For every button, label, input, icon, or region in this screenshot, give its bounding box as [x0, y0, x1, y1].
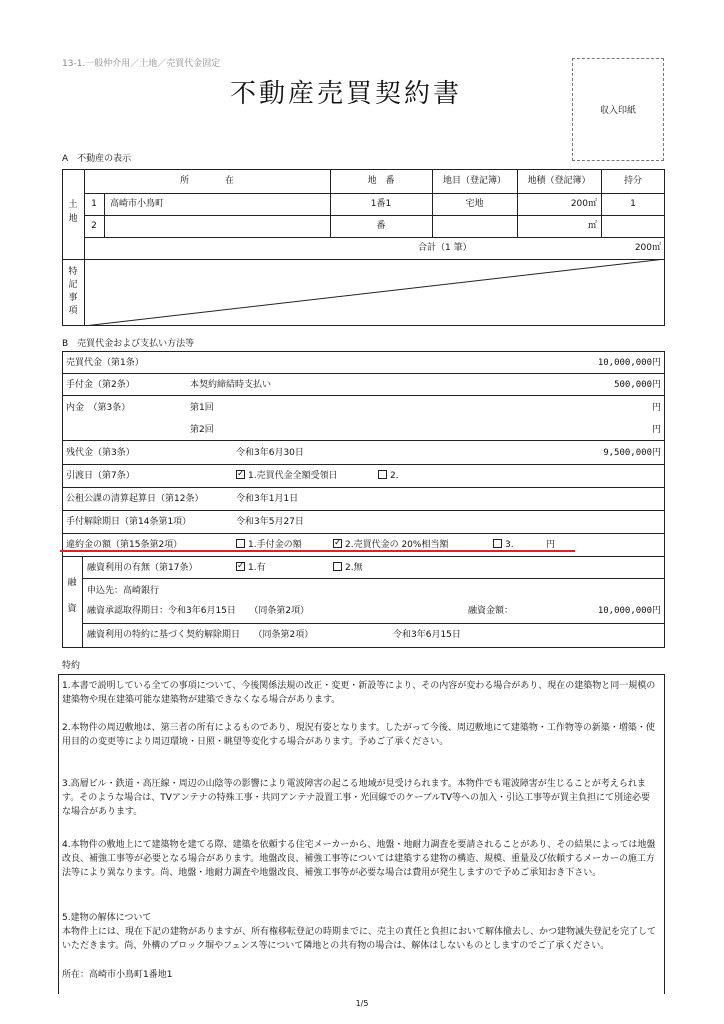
- interim2-value: 円: [651, 425, 661, 435]
- delivery-label: 引渡日（第7条）: [66, 471, 135, 481]
- special-title: 特約: [62, 661, 81, 671]
- special-paragraph-5-title: 5.建物の解体について: [62, 913, 152, 923]
- row1-area: 200㎡: [570, 199, 597, 209]
- section-a-title: A 不動産の表示: [62, 154, 132, 164]
- checkbox-checked-icon[interactable]: [236, 562, 245, 571]
- checkbox-checked-icon[interactable]: [333, 539, 342, 548]
- form-category: 13-1.一般仲介用／土地／売買代金固定: [62, 59, 221, 69]
- col-share: 持分: [623, 176, 642, 186]
- penalty-option-3[interactable]: 3.: [493, 539, 514, 551]
- loan-cancel-date: 令和3年6月15日: [393, 630, 461, 640]
- loan-use-no[interactable]: 2.無: [333, 562, 363, 574]
- cancel-label: 手付解除期日（第14条第1項）: [66, 517, 192, 527]
- col-area: 地積（登記簿）: [527, 176, 591, 186]
- deposit-timing: 本契約締結時支払い: [190, 380, 272, 390]
- special-paragraph-4: 4.本物件の敷地上にて建築物を建てる際、建築を依頼する住宅メーカーから、地盤・地耐力調査を要請されることがあり、その結果によっては地盤改良、補強工事等が必要となる場合があります。地盤改良、補強工事等については建築する建物の構造、規模、重量及び依頼するメーカーの施工方法等により異なります。尚、地盤・地耐力調査や地盤改良、補強工事等が必要な場合は費用が発生しますので予めご承知おき下さい。: [62, 840, 656, 878]
- penalty-option-2[interactable]: ✓ 2.売買代金の 20%相当額: [333, 539, 448, 551]
- loan-amount-value: 10,000,000円: [597, 606, 661, 616]
- loan-side-label: 融 資: [67, 578, 77, 614]
- checkbox-checked-icon[interactable]: [236, 470, 245, 479]
- notes-diagonal: [84, 259, 665, 326]
- price-value: 10,000,000円: [597, 358, 661, 368]
- penalty-label: 違約金の額（第15条第2項）: [66, 540, 183, 550]
- deposit-value: 500,000円: [614, 380, 661, 390]
- tax-date: 令和3年1月1日: [236, 494, 299, 504]
- special-paragraph-5-body: 本物件上には、現在下記の建物がありますが、所有権移転登記の時期までに、売主の責任と負担において解体撤去し、かつ建物滅失登記を完了していただきます。尚、外構のブロック塀やフェンス等について隣地との共有物の場合は、解体はしないものとしますのでご了承ください。: [62, 927, 657, 951]
- stamp-label: 収入印紙: [599, 106, 636, 116]
- loan-use-yes[interactable]: ✓ 1.有: [236, 562, 266, 574]
- loan-cancel-label: 融資利用の特約に基づく契約解除期日 （同条第2項）: [87, 630, 314, 640]
- delivery-option-2[interactable]: 2.: [378, 470, 399, 482]
- document-title: 不動産売買契約書: [230, 79, 463, 109]
- lender-label: 申込先：高崎銀行: [87, 586, 160, 596]
- col-lot: 地 番: [367, 176, 395, 186]
- checkbox-icon[interactable]: [493, 539, 502, 548]
- balance-value: 9,500,000円: [603, 448, 661, 458]
- row1-lot: 1番1: [370, 199, 392, 209]
- approval-label: 融資承認取得期日：令和3年6月15日 （同条第2項）: [87, 606, 310, 616]
- interim1-value: 円: [651, 403, 661, 413]
- special-paragraph-5-address: 所在：高崎市小鳥町1番地1: [62, 970, 173, 980]
- balance-date: 令和3年6月30日: [236, 448, 304, 458]
- row2-no: 2: [91, 221, 97, 231]
- total-area: 200㎡: [634, 243, 661, 253]
- special-paragraph-1: 1.本書で説明している全ての事項について、今後関係法規の改正・変更・新設等により、その内容が変わる場合があり、現在の建築物と同一規模の建築物や現在建築可能な建築物が建築できなくなる場合があります。: [62, 681, 656, 705]
- row1-no: 1: [91, 199, 97, 209]
- loan-amount-label: 融資金額：: [468, 606, 514, 616]
- cancel-date: 令和3年5月27日: [236, 517, 304, 527]
- deposit-label: 手付金（第2条）: [66, 380, 135, 390]
- interim2-label: 第2回: [190, 425, 214, 435]
- interim-label: 内金 （第3条）: [66, 403, 131, 413]
- special-paragraph-2: 2.本物件の周辺敷地は、第三者の所有によるものであり、現況有姿となります。したがって今後、周辺敷地にて建築物・工作物等の新築・増築・使用目的の変更等により周辺環境・日照・眺望等変化する場合があります。予めご了承ください。: [62, 723, 655, 747]
- notes-label: 特 記 事 項: [68, 267, 78, 316]
- price-label: 売買代金（第1条）: [66, 358, 144, 368]
- row1-share: 1: [630, 199, 636, 209]
- row1-category: 宅地: [465, 199, 484, 209]
- balance-label: 残代金（第3条）: [66, 448, 135, 458]
- penalty-option-3-unit: 円: [546, 540, 556, 550]
- checkbox-icon[interactable]: [378, 470, 387, 479]
- interim1-label: 第1回: [190, 403, 214, 413]
- row1-location: 高崎市小鳥町: [110, 199, 165, 209]
- row2-area: ㎡: [587, 221, 597, 231]
- penalty-option-1[interactable]: 1.手付金の額: [236, 539, 302, 551]
- loan-use-label: 融資利用の有無（第17条）: [87, 563, 198, 573]
- land-label: 土 地: [68, 200, 78, 224]
- tax-label: 公租公課の清算起算日（第12条）: [66, 494, 204, 504]
- checkbox-icon[interactable]: [333, 562, 342, 571]
- section-b-title: B 売買代金および支払い方法等: [62, 339, 195, 349]
- delivery-option-1[interactable]: ✓ 1.売買代金全額受領日: [236, 470, 338, 482]
- col-category: 地目（登記簿）: [442, 176, 506, 186]
- checkbox-icon[interactable]: [236, 539, 245, 548]
- special-paragraph-3: 3.高層ビル・鉄道・高圧線・周辺の山陰等の影響により電波障害の起こる地域が見受けられます。本物件でも電波障害が生じることが考えられます。そのような場合は、TVアンテナの特殊工事・共同アンテナ設置工事・光回線でのケーブルTV等への加入・引込工事等が買主負担にて別途必要な場合があります。: [62, 779, 651, 817]
- col-location: 所 在: [179, 176, 234, 186]
- revenue-stamp-box: [572, 58, 664, 161]
- total-label: 合計（1 筆）: [418, 243, 472, 253]
- row2-lot: 番: [376, 221, 386, 231]
- page-number: 1/5: [355, 999, 369, 1008]
